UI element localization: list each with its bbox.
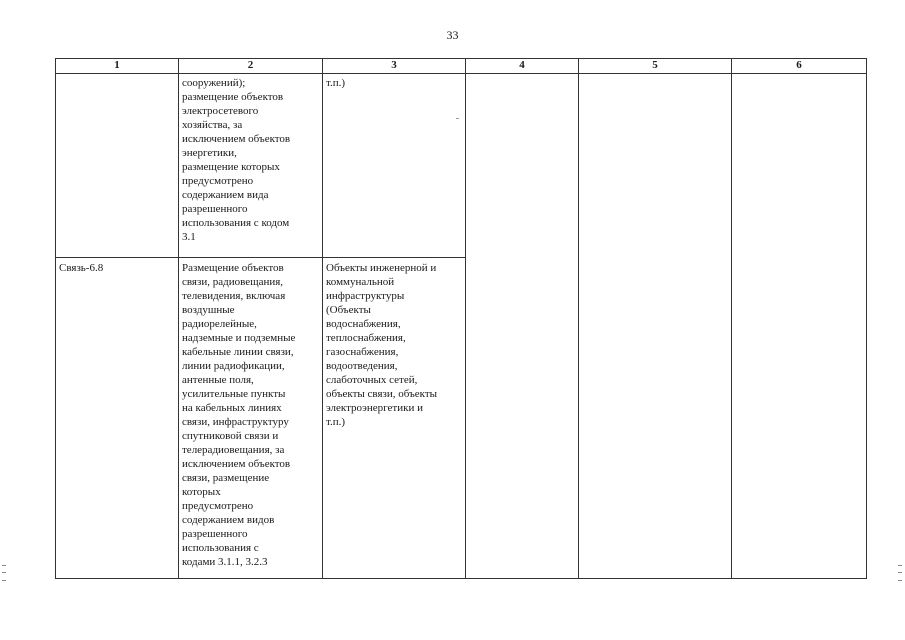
- column-header-6: 6: [732, 59, 867, 74]
- column-header-2: 2: [179, 59, 323, 74]
- column-header-4: 4: [466, 59, 579, 74]
- left-edge-mark: [2, 565, 6, 581]
- table-cell-col6: [732, 258, 867, 579]
- table-header-row: [56, 59, 867, 74]
- column-header-1: 1: [56, 59, 179, 74]
- column-header-3: 3: [323, 59, 466, 74]
- table-cell-col5: [579, 258, 732, 579]
- table-cell-description: Размещение объектов связи, радиовещания, телевидения, включая воздушные радиорелейные, надземные и подземные кабельные линии связи, линии радиофикации, антенные поля, усилительные пункты на кабельных линиях связи, инфраструктуру спутниковой связи и телерадиовещания, за исключением объектов связи, размещение которых предусмотрено содержанием видов разрешенного использования с кодами 3.1.1, 3.2.3: [179, 258, 323, 579]
- page-number: 33: [446, 28, 459, 42]
- column-header-5: 5: [579, 59, 732, 74]
- table-cell-col4: [466, 74, 579, 258]
- table-cell-description: сооружений); размещение объектов электросетевого хозяйства, за исключением объектов энергетики, размещение которых предусмотрено содержанием вида разрешенного использования с кодом 3.1: [179, 74, 323, 258]
- table-row: [56, 258, 867, 579]
- land-use-table: [55, 58, 867, 579]
- right-edge-mark: [898, 565, 902, 581]
- table-cell-col4: [466, 258, 579, 579]
- table-row: [56, 74, 867, 258]
- table-cell-col6: [732, 74, 867, 258]
- table-cell-col5: [579, 74, 732, 258]
- table-cell-objects: Объекты инженерной и коммунальной инфраструктуры (Объекты водоснабжения, теплоснабжения, газоснабжения, водоотведения, слаботочных сетей, объекты связи, объекты электроэнергетики и т.п.): [323, 258, 466, 579]
- table-cell-zone: [56, 74, 179, 258]
- table-cell-zone: Связь-6.8: [56, 258, 179, 579]
- table-cell-objects: т.п.): [323, 74, 466, 258]
